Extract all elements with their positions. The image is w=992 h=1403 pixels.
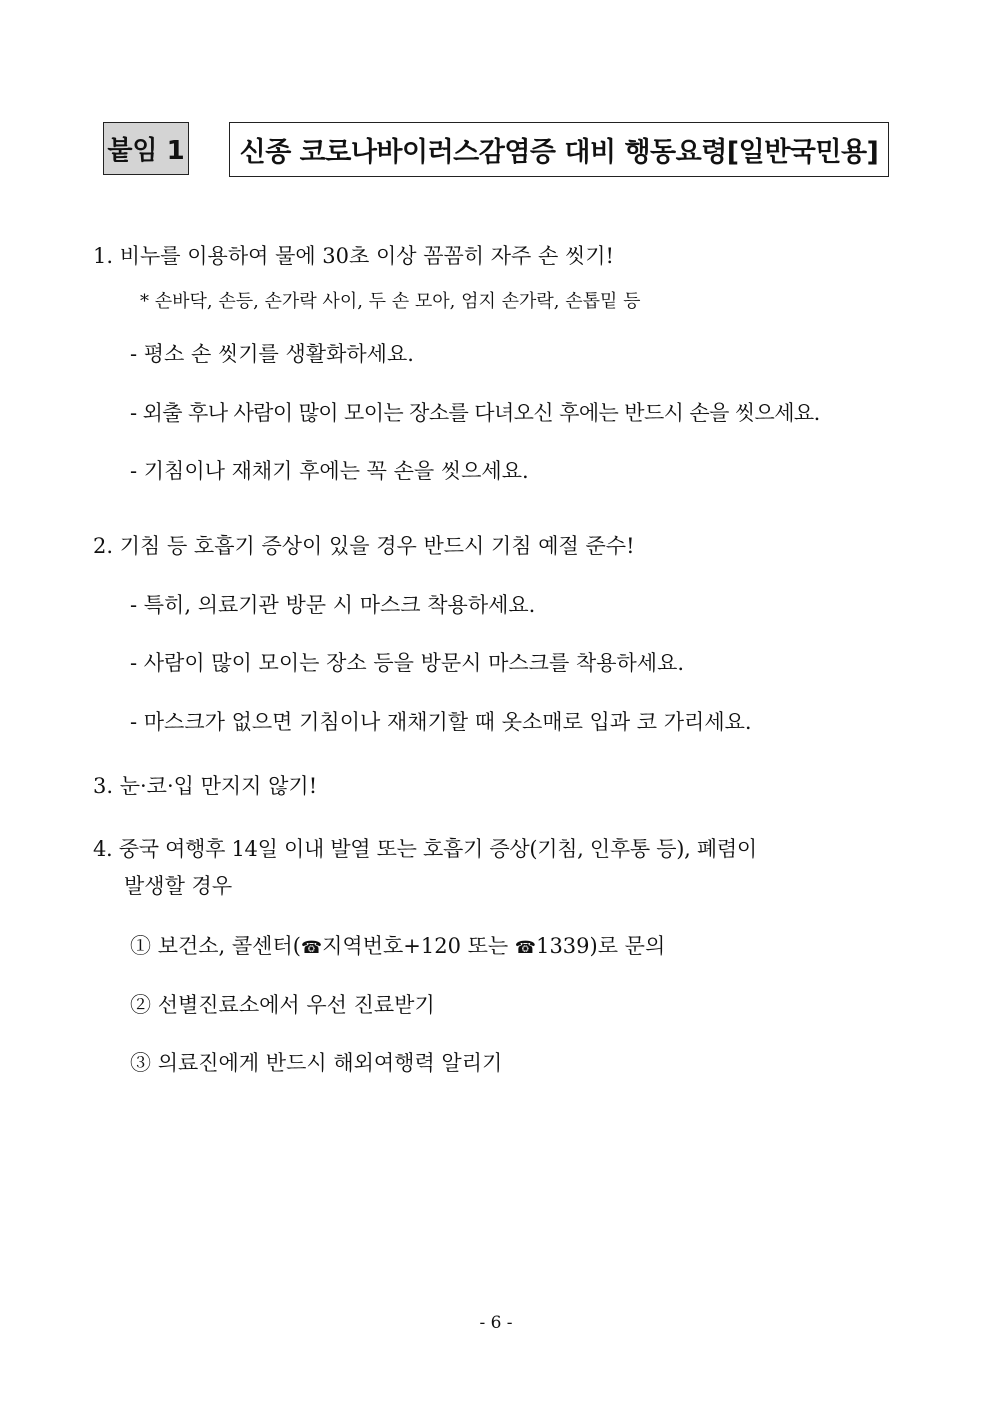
step-1	[130, 930, 665, 960]
attachment-tag	[103, 122, 189, 175]
step-text: 선별진료소에서 우선 진료받기	[157, 993, 435, 1017]
section-2-heading: 2. 기침 등 호흡기 증상이 있을 경우 반드시 기침 예절 준수!	[93, 534, 635, 558]
section-1-bullet: - 기침이나 재채기 후에는 꼭 손을 씻으세요.	[130, 459, 529, 483]
step-text: 지역번호+120 또는	[322, 934, 515, 958]
step-number: ③	[130, 1051, 151, 1075]
step-text: 의료진에게 반드시 해외여행력 알리기	[157, 1051, 503, 1075]
section-2-bullet: - 특히, 의료기관 방문 시 마스크 착용하세요.	[130, 593, 536, 617]
step-2	[130, 989, 435, 1019]
document-title	[229, 122, 889, 177]
document-title-text: 신종 코로나바이러스감염증 대비 행동요령[일반국민용]	[239, 137, 879, 168]
section-2-bullet: - 마스크가 없으면 기침이나 재채기할 때 옷소매로 입과 코 가리세요.	[130, 710, 752, 734]
step-text: 보건소, 콜센터(	[157, 934, 301, 958]
page-number: - 6 -	[479, 1313, 513, 1333]
section-4-heading: 4. 중국 여행후 14일 이내 발열 또는 호흡기 증상(기침, 인후통 등), 폐렴이	[93, 837, 757, 861]
attachment-tag-label: 붙임 1	[107, 136, 185, 166]
step-number: ①	[130, 934, 151, 958]
section-1-bullet: - 외출 후나 사람이 많이 모이는 장소를 다녀오신 후에는 반드시 손을 씻으세요.	[130, 401, 820, 425]
step-3	[130, 1047, 502, 1077]
telephone-icon: ☎	[300, 938, 323, 958]
telephone-icon: ☎	[514, 938, 537, 958]
section-4-heading-continued: 발생할 경우	[124, 874, 233, 898]
section-3-heading: 3. 눈·코·입 만지지 않기!	[93, 774, 318, 798]
section-2-bullet: - 사람이 많이 모이는 장소 등을 방문시 마스크를 착용하세요.	[130, 651, 685, 675]
section-1-note: * 손바닥, 손등, 손가락 사이, 두 손 모아, 엄지 손가락, 손톱밑 등	[140, 291, 641, 312]
section-1-bullet: - 평소 손 씻기를 생활화하세요.	[130, 342, 414, 366]
step-text: 1339)로 문의	[536, 934, 666, 958]
step-number: ②	[130, 993, 151, 1017]
section-1-heading: 1. 비누를 이용하여 물에 30초 이상 꼼꼼히 자주 손 씻기!	[93, 244, 614, 268]
